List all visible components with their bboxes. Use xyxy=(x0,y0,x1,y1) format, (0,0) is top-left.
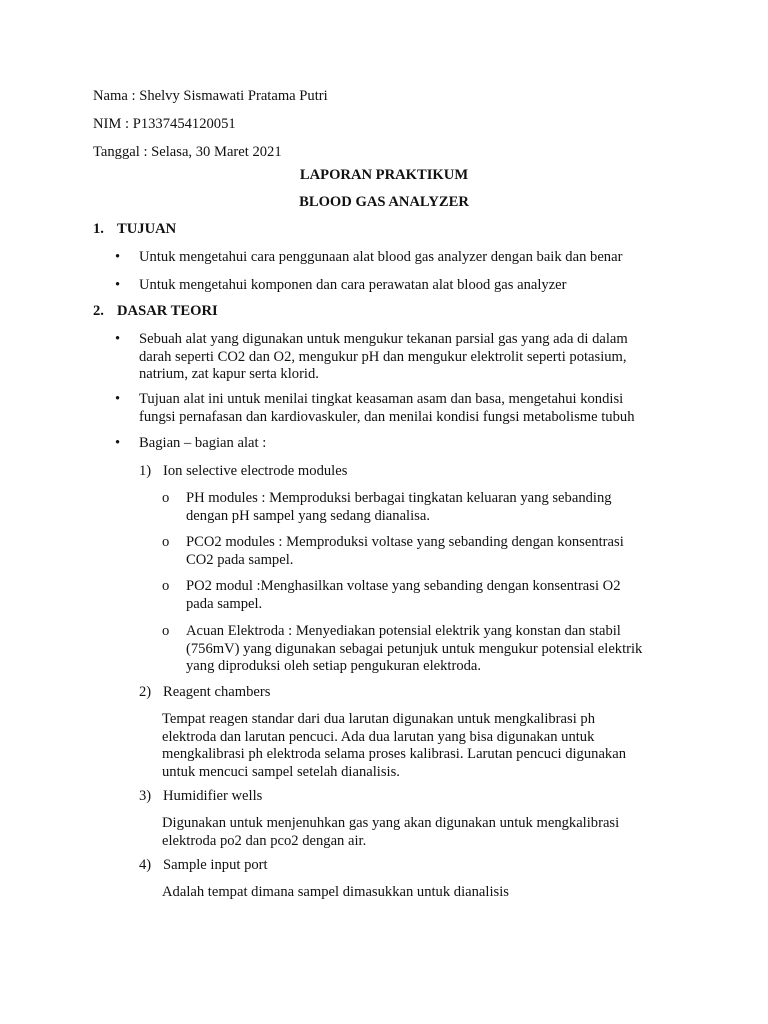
section-title: DASAR TEORI xyxy=(117,303,218,319)
sub-list-item-text: yang diproduksi oleh setiap pengukuran elektroda. xyxy=(186,658,482,674)
sub-list-item-text: pada sampel. xyxy=(186,595,263,612)
part-paragraph xyxy=(162,711,692,781)
paragraph-line: elektroda dan larutan pencuci. Ada dua larutan yang bisa digunakan untuk xyxy=(162,728,595,745)
list-item-text: darah seperti CO2 dan O2, mengukur pH dan mengukur elektrolit seperti potasium, xyxy=(139,348,627,365)
paragraph-line: mengkalibrasi ph elektroda selama proses kalibrasi. Larutan pencuci digunakan xyxy=(162,746,626,762)
sub-list-item-text: PH modules : Memproduksi berbagai tingkatan keluaran yang sebanding xyxy=(186,490,612,506)
sub-list-item-text: dengan pH sampel yang sedang dianalisa. xyxy=(186,507,430,524)
report-date: Tanggal : Selasa, 30 Maret 2021 xyxy=(93,144,282,160)
part-title: Ion selective electrode modules xyxy=(163,463,348,479)
list-item-text: Untuk mengetahui komponen dan cara perawatan alat blood gas analyzer xyxy=(139,277,567,293)
sub-list-item-text: PCO2 modules : Memproduksi voltase yang sebanding dengan konsentrasi xyxy=(186,534,624,550)
student-nim: NIM : P1337454120051 xyxy=(93,116,236,132)
part-paragraph xyxy=(162,884,692,902)
paragraph-line: Tempat reagen standar dari dua larutan digunakan untuk mengkalibrasi ph xyxy=(162,711,595,727)
paragraph-line: Adalah tempat dimana sampel dimasukkan untuk dianalisis xyxy=(162,884,509,900)
part-number: 4) xyxy=(139,857,152,873)
list-item-text: Sebuah alat yang digunakan untuk mengukur tekanan parsial gas yang ada di dalam xyxy=(139,331,628,347)
list-item-text: fungsi pernafasan dan kardiovaskuler, dan menilai kondisi fungsi metabolisme tubuh xyxy=(139,408,635,425)
student-name: Nama : Shelvy Sismawati Pratama Putri xyxy=(93,88,328,104)
circle-bullet-icon: o xyxy=(162,534,170,550)
part-title: Sample input port xyxy=(163,857,268,873)
section-heading-tujuan xyxy=(93,221,176,239)
paragraph-line: untuk mencuci sampel setelah dianalisis. xyxy=(162,763,400,780)
part-number: 2) xyxy=(139,684,152,700)
list-item-text: natrium, zat kapur serta klorid. xyxy=(139,366,319,382)
part-heading xyxy=(139,463,347,481)
section-number: 1. xyxy=(93,221,104,237)
circle-bullet-icon: o xyxy=(162,490,170,506)
part-title: Humidifier wells xyxy=(163,788,263,804)
bullet-icon: • xyxy=(115,435,121,451)
part-heading xyxy=(139,684,270,702)
bullet-icon: • xyxy=(115,331,121,347)
part-number: 1) xyxy=(139,463,152,479)
report-title: LAPORAN PRAKTIKUM xyxy=(299,167,469,183)
list-item-text: Bagian – bagian alat : xyxy=(139,435,267,451)
section-title: TUJUAN xyxy=(117,221,177,237)
sub-list-item-text: CO2 pada sampel. xyxy=(186,551,294,568)
part-heading xyxy=(139,857,268,875)
sub-list-item-text: (756mV) yang digunakan sebagai petunjuk untuk mengukur potensial elektrik xyxy=(186,640,643,657)
bullet-icon: • xyxy=(115,249,121,265)
bullet-icon: • xyxy=(115,277,121,293)
list-item-text: Tujuan alat ini untuk menilai tingkat keasaman asam dan basa, mengetahui kondisi xyxy=(139,391,624,407)
paragraph-line: Digunakan untuk menjenuhkan gas yang akan digunakan untuk mengkalibrasi xyxy=(162,815,620,831)
sub-list-item-text: PO2 modul :Menghasilkan voltase yang sebanding dengan konsentrasi O2 xyxy=(186,578,621,594)
bullet-icon: • xyxy=(115,391,121,407)
paragraph-line: elektroda po2 dan pco2 dengan air. xyxy=(162,832,367,849)
part-title: Reagent chambers xyxy=(163,684,271,700)
part-paragraph xyxy=(162,815,692,850)
report-subtitle: BLOOD GAS ANALYZER xyxy=(299,194,469,210)
list-item-text: Untuk mengetahui cara penggunaan alat blood gas analyzer dengan baik dan benar xyxy=(139,249,623,265)
circle-bullet-icon: o xyxy=(162,578,170,594)
section-heading-dasar-teori xyxy=(93,303,218,321)
part-number: 3) xyxy=(139,788,152,804)
section-number: 2. xyxy=(93,303,104,319)
part-heading xyxy=(139,788,262,806)
circle-bullet-icon: o xyxy=(162,623,170,639)
sub-list-item-text: Acuan Elektroda : Menyediakan potensial elektrik yang konstan dan stabil xyxy=(186,623,621,639)
